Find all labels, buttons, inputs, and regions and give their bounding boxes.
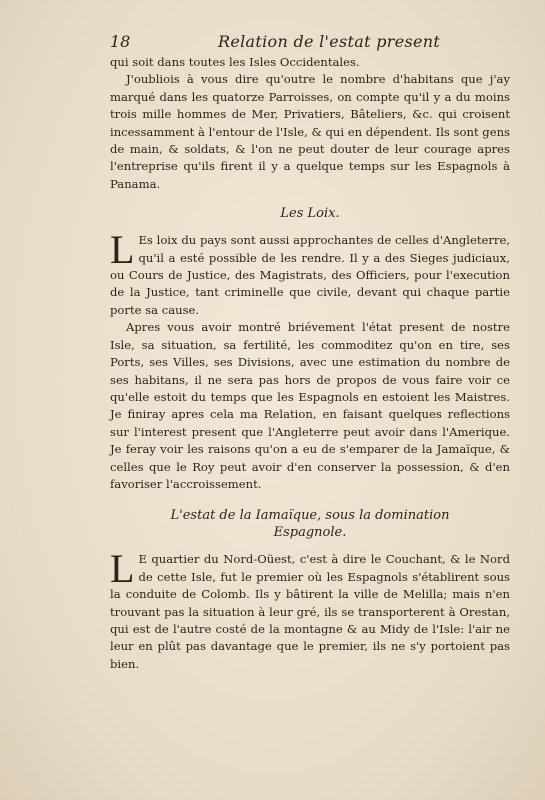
heading-line-1: L'estat de la Iamaïque, sous la domination: [170, 508, 450, 524]
page-header: [110, 32, 505, 54]
section-heading-loix: Les Loix.: [280, 206, 340, 222]
paragraph-nord-ouest: [110, 546, 510, 673]
paragraph-loix: [110, 227, 510, 319]
continued-paragraph: qui soit dans toutes les Isles Occidentales.: [110, 55, 360, 69]
heading-line-2: Espagnole.: [273, 525, 347, 541]
paragraph-loix-text: Es loix du pays sont aussi approchantes de celles d'Angleterre, qu'il a esté possible de les rendre. Il y a des Sieges judiciaux, ou Cours de Justice, des Magistrats, des Officiers, pour l'execution de la Justice, tant criminelle que civile, devant qui chaque partie porte sa cause.: [110, 233, 510, 317]
page-number: 18: [110, 32, 131, 51]
paragraph-nord-ouest-text: E quartier du Nord-Oüest, c'est à dire le Couchant, & le Nord de cette Isle, fut le premier où les Espagnols s'établirent sous la conduite de Colomb. Ils y bâtirent la ville de Melilla; mais n'en trouvant pas la situation à leur gré, ils se transporterent à Orestan, qui est de l'autre costé de la montagne & au Midy de l'Isle: l'air ne leur en plût pas davantage que le premier, ils ne s'y portoient pas bien.: [110, 552, 510, 671]
paragraph-etat-present: Apres vous avoir montré briévement l'état present de nostre Isle, sa situation, sa fertilité, les commoditez qu'on en tire, ses Ports, ses Villes, ses Divisions, avec une estimation du nombre de ses habitans, il ne sera pas hors de propos de vous faire voir ce qu'elle estoit du temps que les Espagnols en estoient les Maistres. Je finiray apres cela ma Relation, en faisant quelques reflections sur l'interest present que l'Angleterre peut avoir dans l'Amerique. Je feray voir les raisons qu'on a eu de s'emparer de la Jamaïque, & celles que le Roy peut avoir d'en conserver la possession, & d'en favoriser l'accroissement.: [110, 320, 510, 491]
drop-cap: L: [110, 227, 135, 273]
drop-cap: L: [110, 546, 135, 592]
page-body: [110, 54, 510, 673]
section-heading-domination: [110, 507, 510, 541]
running-title: Relation de l'estat present: [218, 32, 441, 51]
paragraph-sailors: J'oubliois à vous dire qu'outre le nombre d'habitans que j'ay marqué dans les quatorze Parroisses, on compte qu'il y a du moins trois mille hommes de Mer, Privatiers, Bâteliers, &c. qui croisent incessamment à l'entour de l'Isle, & qui en dépendent. Ils sont gens de main, & soldats, & l'on ne peut douter de leur courage apres l'entreprise qu'ils firent il y a quelque temps sur les Espagnols à Panama.: [110, 72, 510, 191]
